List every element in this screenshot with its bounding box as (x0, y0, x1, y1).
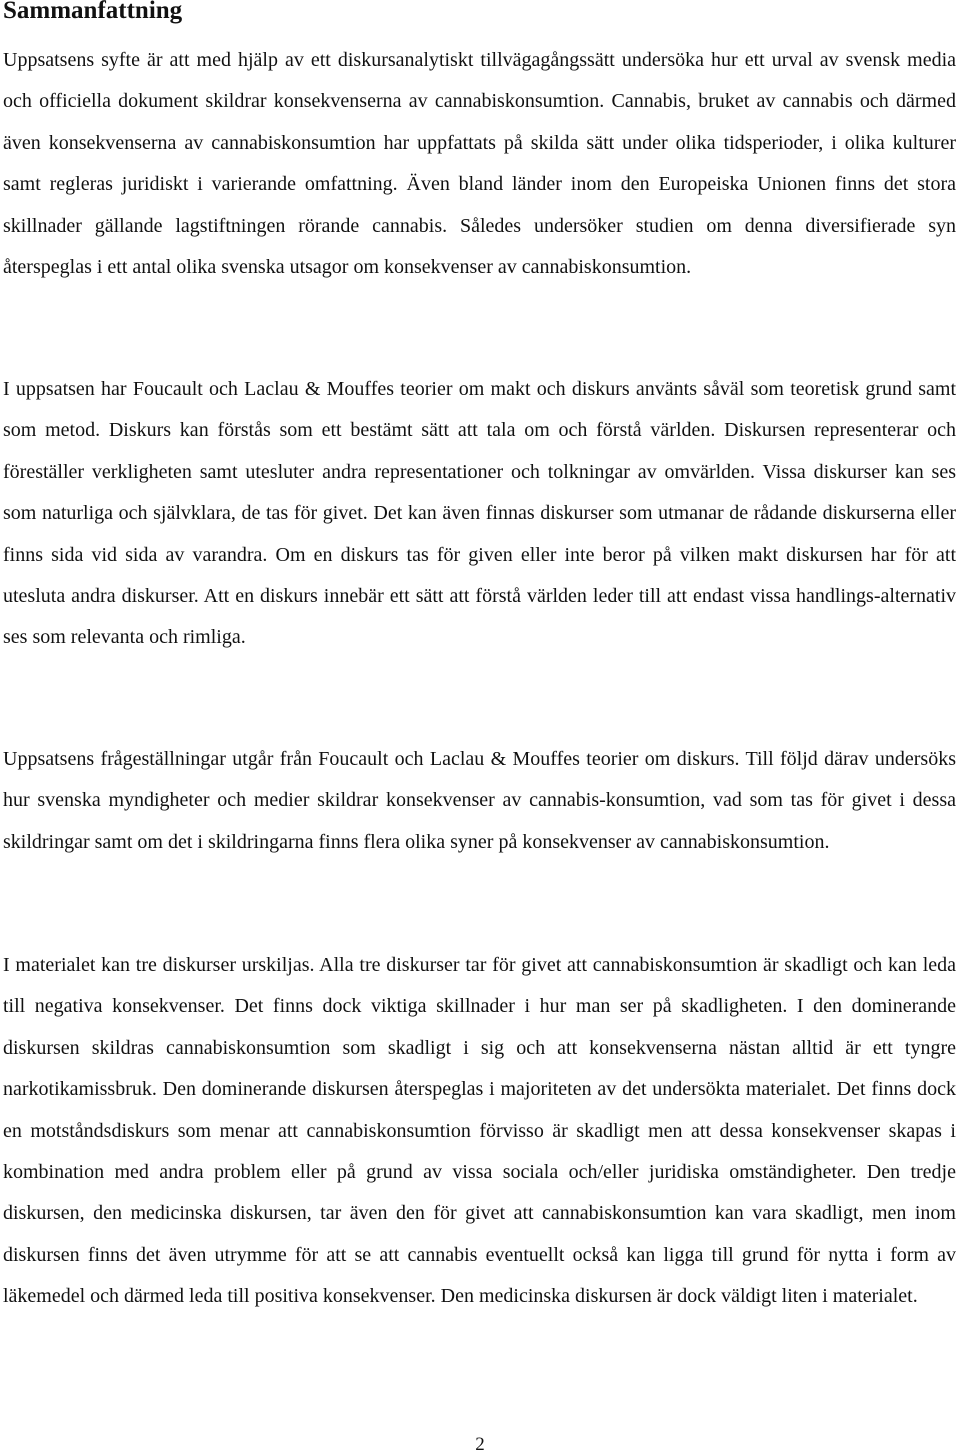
page-number: 2 (475, 1434, 485, 1455)
paragraph-findings: I materialet kan tre diskurser urskiljas. Alla tre diskurser tar för givet att cannabiskonsumtion är skadligt och kan leda till negativa konsekvenser. Det finns dock viktiga skillnader i hur man ser på skadligheten. I den dominerande diskursen skildras cannabiskonsumtion som skadligt i sig och att konsekvenserna nästan alltid är ett tyngre narkotikamissbruk. Den dominerande diskursen återspeglas i majoriteten av det undersökta materialet. Det finns dock en motståndsdiskurs som menar att cannabiskonsumtion förvisso är skadligt men att dessa konsekvenser skapas i kombination med andra problem eller på grund av vissa sociala och/eller juridiska omständigheter. Den tredje diskursen, den medicinska diskursen, tar även den för givet att cannabiskonsumtion kan vara skadligt, men inom diskursen finns det även utrymme för att se att cannabis eventuellt också kan ligga till grund för nytta i form av läkemedel och därmed leda till positiva konsekvenser. Den medicinska diskursen är dock väldigt liten i materialet. (3, 954, 956, 1308)
paragraph-theory: I uppsatsen har Foucault och Laclau & Mouffes teorier om makt och diskurs använts såväl som teoretisk grund samt som metod. Diskurs kan förstås som ett bestämt sätt att tala om och förstå världen. Diskursen representerar och föreställer verkligheten samt utesluter andra representationer och tolkningar av omvärlden. Vissa diskurser kan ses som naturliga och självklara, de tas för givet. Det kan även finnas diskurser som utmanar de rådande diskurserna eller finns sida vid sida av varandra. Om en diskurs tas för given eller inte beror på vilken makt diskursen har för att utesluta andra diskurser. Att en diskurs innebär ett sätt att förstå världen leder till att endast vissa handlings-alternativ ses som relevanta och rimliga. (3, 378, 956, 649)
section-heading: Sammanfattning (3, 0, 183, 24)
paragraph-purpose: Uppsatsens syfte är att med hjälp av ett diskursanalytiskt tillvägagångssätt undersöka hur ett urval av svensk media och officiella dokument skildrar konsekvenserna av cannabiskonsumtion. Cannabis, bruket av cannabis och därmed även konsekvenserna av cannabiskonsumtion har uppfattats på skilda sätt under olika tidsperioder, i olika kulturer samt regleras juridiskt i varierande omfattning. Även bland länder inom den Europeiska Unionen finns det stora skillnader gällande lagstiftningen rörande cannabis. Således undersöker studien om denna diversifierade syn återspeglas i ett antal olika svenska utsagor om konsekvenser av cannabiskonsumtion. (3, 49, 956, 279)
paragraph-research-questions: Uppsatsens frågeställningar utgår från Foucault och Laclau & Mouffes teorier om diskurs. Till följd därav undersöks hur svenska myndigheter och medier skildrar konsekvenser av cannabis-konsumtion, vad som tas för givet i dessa skildringar samt om det i skildringarna finns flera olika syner på konsekvenser av cannabiskonsumtion. (3, 748, 956, 853)
